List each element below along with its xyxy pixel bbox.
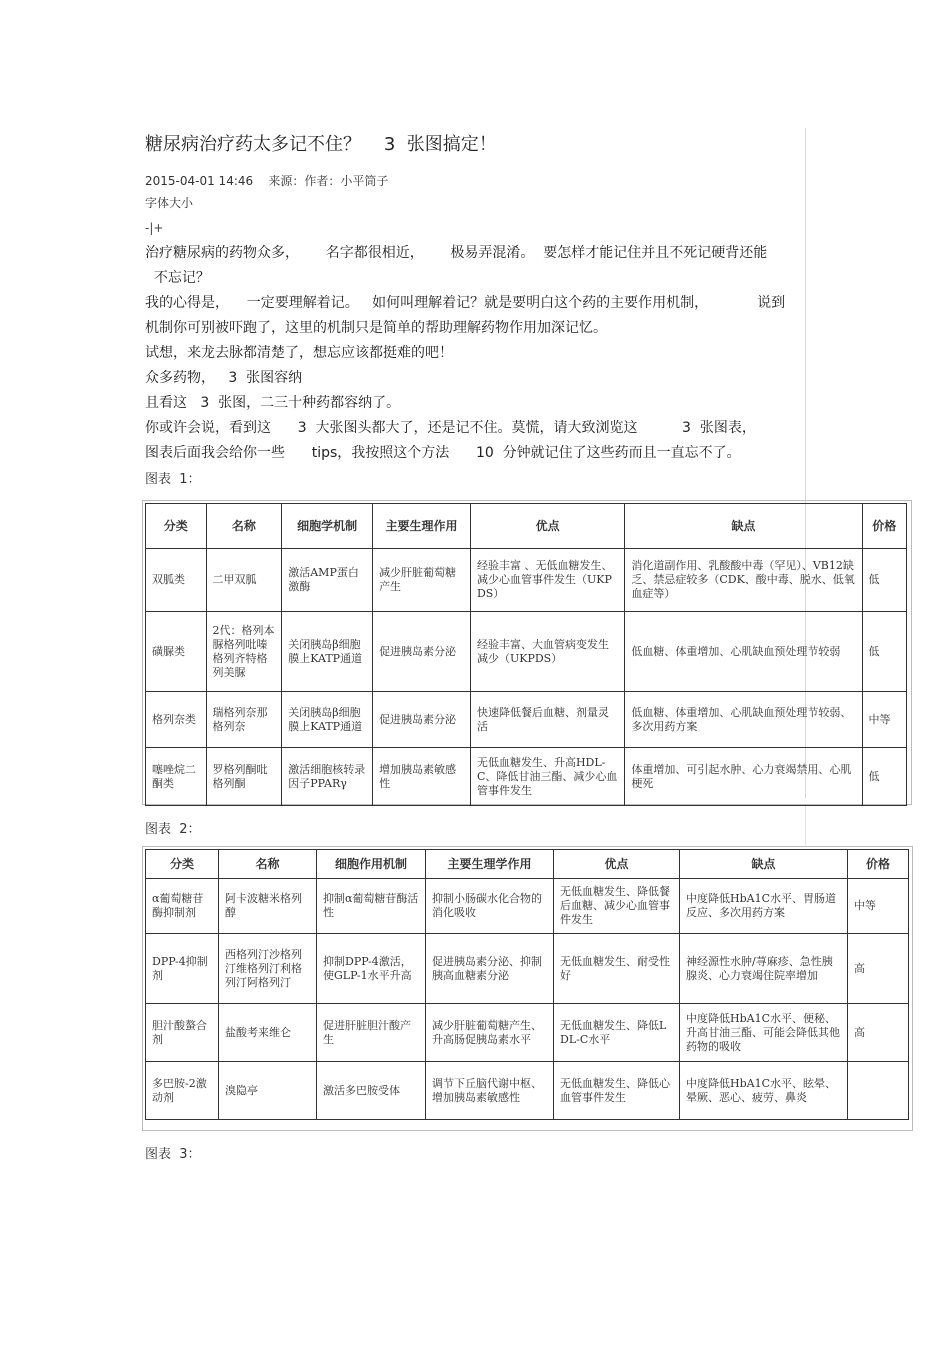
header-cell: 主要生理学作用 xyxy=(426,850,554,879)
table-cell: 高 xyxy=(848,1004,909,1062)
table-cell: 西格列汀沙格列汀维格列汀利格列汀阿格列汀 xyxy=(219,934,317,1004)
font-size-toggle[interactable]: -|+ xyxy=(145,221,164,235)
paragraph: 试想，来龙去脉都清楚了，想忘应该都挺难的吧！ xyxy=(145,345,453,361)
table-cell: 低血糖、体重增加、心肌缺血预处理节较弱 xyxy=(625,612,862,692)
table-cell: 经验丰富 、无低血糖发生、减少心血管事件发生（UKPDS） xyxy=(470,549,624,612)
drug-table-1 xyxy=(145,503,907,806)
table-cell: 低血糖、体重增加、心肌缺血预处理节较弱、多次用药方案 xyxy=(625,692,862,748)
paragraph: 你或许会说，看到这 3 大张图头都大了，还是记不住。莫慌，请大致浏览这 3 张图表， 图表后面我会给你一些 tips，我按照这个方法 10 分钟就记住了这些药而且一直忘不了。 xyxy=(145,420,756,461)
table-cell: 多巴胺-2激动剂 xyxy=(146,1062,219,1120)
paragraph: 治疗糖尿病的药物众多， 名字都很相近， 极易弄混淆。 要怎样才能记住并且不死记硬背还能 不忘记？ xyxy=(145,245,768,286)
table-cell: 中度降低HbA1C水平、胃肠道反应、多次用药方案 xyxy=(680,879,848,934)
table-cell: 双胍类 xyxy=(146,549,207,612)
header-cell: 细胞学机制 xyxy=(282,504,373,549)
header-cell: 名称 xyxy=(219,850,317,879)
table-row xyxy=(146,692,907,748)
table-cell: 瑞格列奈那格列奈 xyxy=(206,692,282,748)
table-header-row xyxy=(146,504,907,549)
table-cell: 低 xyxy=(862,748,906,806)
table-cell: 关闭胰岛β细胞膜上KATP通道 xyxy=(282,612,373,692)
figure-caption: 图表 1： xyxy=(145,472,201,487)
header-cell: 分类 xyxy=(146,504,207,549)
table-row xyxy=(146,879,909,934)
header-cell: 主要生理作用 xyxy=(373,504,471,549)
header-cell: 价格 xyxy=(862,504,906,549)
table-cell: 经验丰富、大血管病变发生减少（UKPDS） xyxy=(470,612,624,692)
table-cell: 二甲双胍 xyxy=(206,549,282,612)
table-cell: 格列奈类 xyxy=(146,692,207,748)
table-cell: 胆汁酸螯合剂 xyxy=(146,1004,219,1062)
table-cell: 无低血糖发生、降低LDL-C水平 xyxy=(554,1004,680,1062)
drug-table-2 xyxy=(145,849,909,1120)
table-cell: 减少肝脏葡萄糖产生 xyxy=(373,549,471,612)
paragraph: 我的心得是， 一定要理解着记。 如何叫理解着记？就是要明白这个药的主要作用机制， 说到 机制你可别被吓跑了，这里的机制只是简单的帮助理解药物作用加深记忆。 xyxy=(145,295,786,336)
table-row xyxy=(146,612,907,692)
table-cell: 抑制α葡萄糖苷酶活性 xyxy=(317,879,426,934)
header-cell: 缺点 xyxy=(625,504,862,549)
table-cell: 无低血糖发生、升高HDL-C、降低甘油三酯、减少心血管事件发生 xyxy=(470,748,624,806)
table-cell: 增加胰岛素敏感性 xyxy=(373,748,471,806)
table-cell: 促进胰岛素分泌 xyxy=(373,692,471,748)
table-cell: 关闭胰岛β细胞膜上KATP通道 xyxy=(282,692,373,748)
table-cell: 无低血糖发生、降低心血管事件发生 xyxy=(554,1062,680,1120)
table-cell: 阿卡波糖米格列醇 xyxy=(219,879,317,934)
table-cell: 减少肝脏葡萄糖产生、升高肠促胰岛素水平 xyxy=(426,1004,554,1062)
table-cell: 消化道副作用、乳酸酸中毒（罕见）、VB12缺乏、禁忌症较多（CDK、酸中毒、脱水、低氧血症等） xyxy=(625,549,862,612)
header-cell: 名称 xyxy=(206,504,282,549)
table-cell: 低 xyxy=(862,612,906,692)
table-row xyxy=(146,1004,909,1062)
table-header-row xyxy=(146,850,909,879)
table-cell: 促进胰岛素分泌 xyxy=(373,612,471,692)
table-cell: α葡萄糖苷酶抑制剂 xyxy=(146,879,219,934)
table-cell: 低 xyxy=(862,549,906,612)
article-meta: 2015-04-01 14:46 来源：作者：小平筒子 xyxy=(145,174,389,188)
table-cell: 激活细胞核转录因子PPARγ xyxy=(282,748,373,806)
table-cell: 高 xyxy=(848,934,909,1004)
figure-caption: 图表 2： xyxy=(145,822,201,837)
table-cell: 无低血糖发生、降低餐后血糖、减少心血管事件发生 xyxy=(554,879,680,934)
table-cell: 体重增加、可引起水肿、心力衰竭禁用、心肌梗死 xyxy=(625,748,862,806)
table-row xyxy=(146,934,909,1004)
table-cell: 抑制小肠碳水化合物的消化吸收 xyxy=(426,879,554,934)
header-cell: 优点 xyxy=(554,850,680,879)
table-cell: 促进肝脏胆汁酸产生 xyxy=(317,1004,426,1062)
paragraph: 众多药物， 3 张图容纳 xyxy=(145,370,303,386)
header-cell: 价格 xyxy=(848,850,909,879)
table-cell: 中等 xyxy=(848,879,909,934)
table-cell: 罗格列酮吡格列酮 xyxy=(206,748,282,806)
table-cell: 盐酸考来维仑 xyxy=(219,1004,317,1062)
table-cell: 磺脲类 xyxy=(146,612,207,692)
header-cell: 分类 xyxy=(146,850,219,879)
table-row xyxy=(146,1062,909,1120)
table-cell: 激活多巴胺受体 xyxy=(317,1062,426,1120)
table-cell: 促进胰岛素分泌、抑制胰高血糖素分泌 xyxy=(426,934,554,1004)
article-border-line xyxy=(805,805,806,845)
table-cell: 溴隐亭 xyxy=(219,1062,317,1120)
table-cell: 无低血糖发生、耐受性好 xyxy=(554,934,680,1004)
table-cell xyxy=(848,1062,909,1120)
table-cell: 神经源性水肿/荨麻疹、急性胰腺炎、心力衰竭住院率增加 xyxy=(680,934,848,1004)
header-cell: 细胞作用机制 xyxy=(317,850,426,879)
table-cell: 激活AMP蛋白激酶 xyxy=(282,549,373,612)
table-cell: 抑制DPP-4激活，使GLP-1水平升高 xyxy=(317,934,426,1004)
table-row xyxy=(146,748,907,806)
table-cell: 中度降低HbA1C水平、眩晕、晕厥、恶心、疲劳、鼻炎 xyxy=(680,1062,848,1120)
table-cell: 中度降低HbA1C水平、便秘、升高甘油三酯、可能会降低其他药物的吸收 xyxy=(680,1004,848,1062)
table-cell: 2代：格列本脲格列吡嗪格列齐特格列美脲 xyxy=(206,612,282,692)
paragraph: 且看这 3 张图，二三十种药都容纳了。 xyxy=(145,395,401,411)
font-size-label: 字体大小 xyxy=(145,196,194,210)
table-cell: 噻唑烷二酮类 xyxy=(146,748,207,806)
header-cell: 缺点 xyxy=(680,850,848,879)
table-row xyxy=(146,549,907,612)
figure-caption: 图表 3： xyxy=(145,1147,201,1162)
header-cell: 优点 xyxy=(470,504,624,549)
table-cell: 快速降低餐后血糖、剂量灵活 xyxy=(470,692,624,748)
article-title: 糖尿病治疗药太多记不住？ 3 张图搞定！ xyxy=(145,134,497,155)
table-cell: DPP-4抑制剂 xyxy=(146,934,219,1004)
table-cell: 中等 xyxy=(862,692,906,748)
table-cell: 调节下丘脑代谢中枢、增加胰岛素敏感性 xyxy=(426,1062,554,1120)
